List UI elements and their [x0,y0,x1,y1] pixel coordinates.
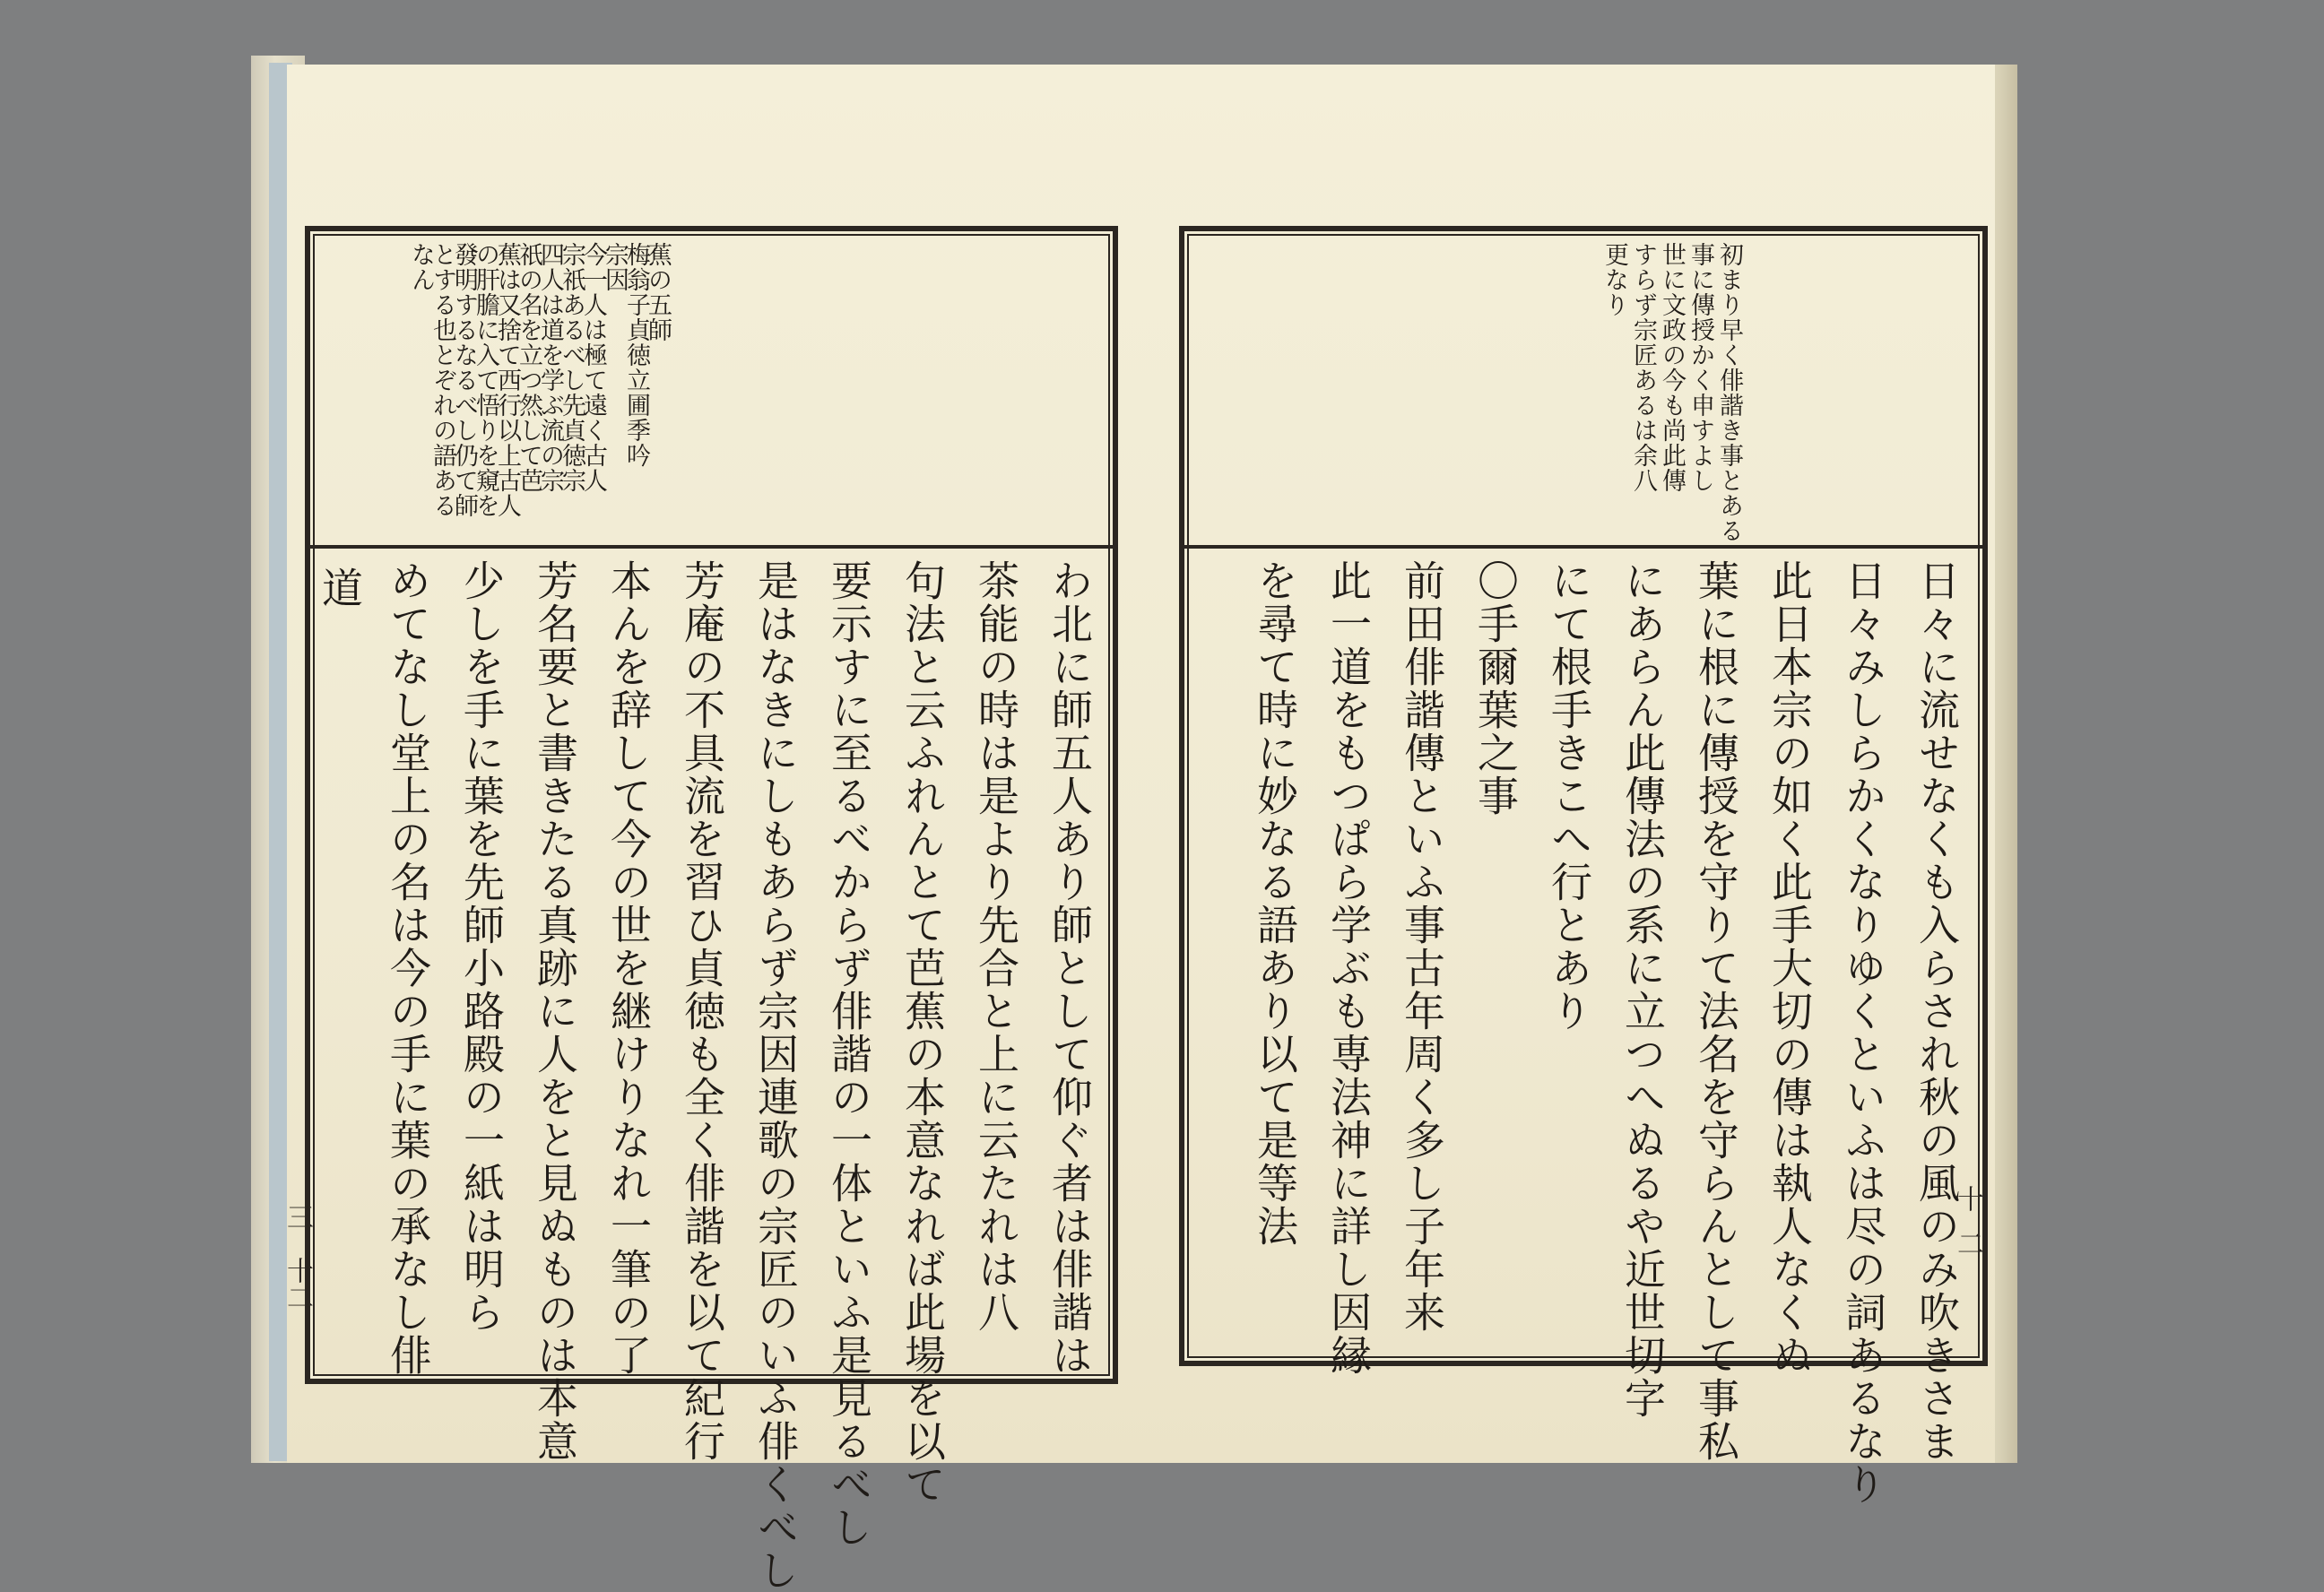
left-fold-mark-number: 十二 [282,1257,313,1311]
text-column: 要示すに至るべからず俳諧の一体といふ是見るべし [825,559,873,1549]
headnote-column: 四人は道を学ぶ流の宗 [536,242,564,493]
headnote-column: 世に文政の今も尚此傳 [1658,242,1686,493]
text-column: を尋て時に妙なる語あり以て是等法 [1251,559,1299,1248]
headnote-column: すらず宗匠あるは余八 [1629,242,1657,493]
headnote-column: 宗祇あるべし先貞徳宗 [558,242,585,493]
headnote-column: 祇の名を立つ然して芭 [515,242,542,493]
left-margin-label: 道 [316,567,364,610]
text-column: めてなし堂上の名は今の手に葉の承なし俳 [384,559,432,1377]
text-column: 是はなきにしもあらず宗因連歌の宗匠のいふ俳くべし [751,559,800,1592]
headnote-column: なん [407,242,435,292]
text-column: 茶能の時は是より先合と上に云たれは八 [972,559,1020,1334]
text-column: にあらん此傳法の系に立つへぬるや近世切字 [1618,559,1667,1420]
headnote-column: 蕉の五師 [644,242,672,342]
headnote-column: 發明するなるべし仍て師 [450,242,478,518]
text-column: 日々に流せなくも入らされ秋の風のみ吹きさま [1912,559,1961,1463]
text-column: 日々みしらかくなりゆくといふは尽の詞あるなり [1839,559,1887,1506]
text-column: 〇手爾葉之事 [1471,559,1520,818]
text-column: 前田俳諧傳といふ事古年周く多し子年来 [1398,559,1446,1334]
headnote-column: 初まり早く俳諧き事とある [1715,242,1743,543]
text-column: 此日本宗の如く此手大切の傳は執人なくぬ [1765,559,1814,1377]
text-column: 少しを手に葉を先師小路殿の一紙は明ら [457,559,506,1334]
text-column: 葉に根に傳授を守りて法名を守らんとして事私 [1692,559,1740,1463]
text-column: 句法と云ふれんとて芭蕉の本意なれば此場を以て [898,559,947,1506]
text-column: にて根手きこへ行とあり [1545,559,1593,1033]
headnote-column: 梅翁子貞徳立圃季吟 [622,242,650,468]
headnote-column: 今一人は極て遠く古人 [579,242,607,493]
headnote-column: 蕉は又捨て西行以上古人 [493,242,521,518]
text-column: 此一道をもつぱら学ぶも専法神に詳し因縁 [1324,559,1373,1377]
text-column: わ北に師五人あり師として仰ぐ者は俳諧は [1045,559,1094,1377]
text-column: 芳庵の不具流を習ひ貞徳も全く俳諧を以て紀行 [678,559,726,1463]
left-headnote-divider [310,545,1113,549]
right-fold-mark: 十 [1952,1185,1983,1212]
right-page [1143,65,1995,1506]
headnote-column: 更なり [1600,242,1628,317]
right-headnote-divider [1184,545,1982,549]
text-column: 本んを辞して今の世を継けりなれ一筆の了 [604,559,653,1377]
text-column: 芳名要と書きたる真跡に人をと見ぬものは本意 [531,559,579,1463]
headnote-column: 宗因 [601,242,629,292]
headnote-column: 事に傳授かく申すよし [1687,242,1714,493]
headnote-column: の肝膽に入て悟りを窺を [472,242,499,518]
headnote-column: とする也とぞれの語ある [429,242,456,518]
left-page [282,65,1143,1592]
right-fold-mark-number: 二 [1952,1230,1983,1257]
left-fold-mark: 三 [282,1203,313,1230]
